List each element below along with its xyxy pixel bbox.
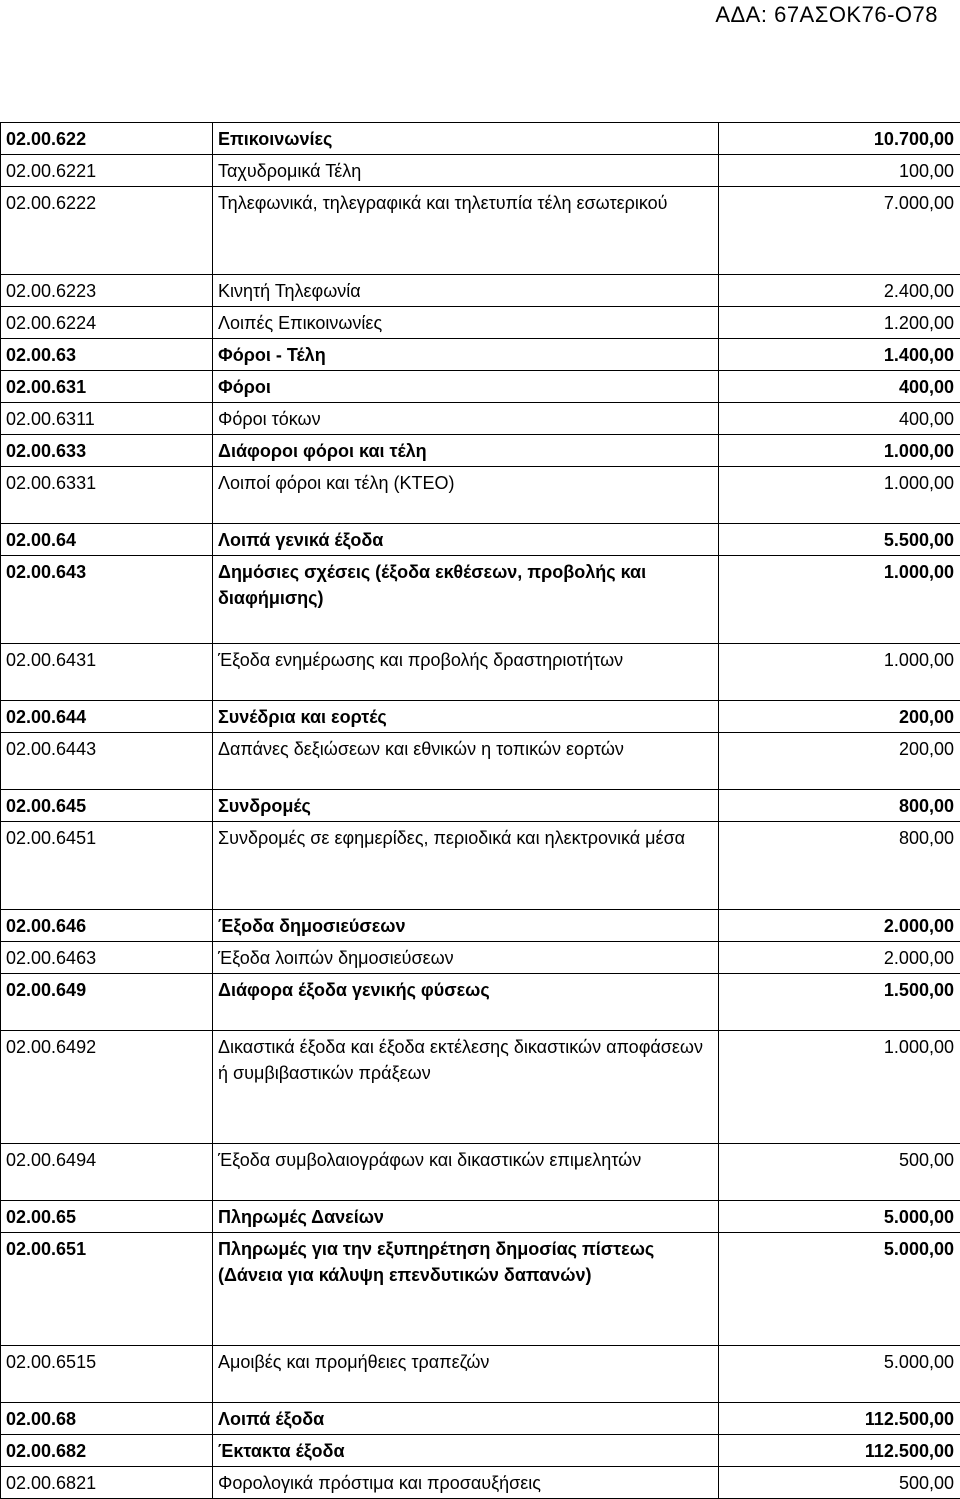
table-row [1, 1467, 960, 1499]
account-amount: 800,00 [719, 790, 960, 822]
account-description: Έξοδα δημοσιεύσεων [213, 910, 719, 942]
table-row [1, 1233, 960, 1346]
account-code: 02.00.6431 [1, 644, 213, 701]
account-amount: 2.400,00 [719, 275, 960, 307]
account-code: 02.00.6223 [1, 275, 213, 307]
table-row [1, 155, 960, 187]
account-amount: 5.000,00 [719, 1233, 960, 1346]
account-description: Λοιποί φόροι και τέλη (ΚΤΕΟ) [213, 467, 719, 524]
account-description: Ταχυδρομικά Τέλη [213, 155, 719, 187]
table-row [1, 790, 960, 822]
account-code: 02.00.6443 [1, 733, 213, 790]
account-amount: 1.000,00 [719, 556, 960, 644]
account-amount: 5.500,00 [719, 524, 960, 556]
account-code: 02.00.6492 [1, 1031, 213, 1144]
account-amount: 500,00 [719, 1467, 960, 1499]
account-description: Φορολογικά πρόστιμα και προσαυξήσεις [213, 1467, 719, 1499]
account-description: Τηλεφωνικά, τηλεγραφικά και τηλετυπία τέλη εσωτερικού [213, 187, 719, 275]
table-row [1, 942, 960, 974]
account-description: Έξοδα ενημέρωσης και προβολής δραστηριοτήτων [213, 644, 719, 701]
table-row [1, 403, 960, 435]
account-amount: 2.000,00 [719, 910, 960, 942]
account-amount: 400,00 [719, 371, 960, 403]
account-amount: 5.000,00 [719, 1346, 960, 1403]
table-row [1, 1201, 960, 1233]
account-code: 02.00.643 [1, 556, 213, 644]
account-amount: 1.500,00 [719, 974, 960, 1031]
account-amount: 200,00 [719, 701, 960, 733]
account-code: 02.00.6515 [1, 1346, 213, 1403]
account-description: Κινητή Τηλεφωνία [213, 275, 719, 307]
table-row [1, 339, 960, 371]
account-code: 02.00.65 [1, 1201, 213, 1233]
account-code: 02.00.649 [1, 974, 213, 1031]
table-row [1, 123, 960, 155]
table-row [1, 701, 960, 733]
account-code: 02.00.6494 [1, 1144, 213, 1201]
account-description: Λοιπά γενικά έξοδα [213, 524, 719, 556]
account-amount: 1.000,00 [719, 1031, 960, 1144]
account-amount: 500,00 [719, 1144, 960, 1201]
table-row [1, 910, 960, 942]
account-description: Δαπάνες δεξιώσεων και εθνικών η τοπικών εορτών [213, 733, 719, 790]
account-amount: 112.500,00 [719, 1435, 960, 1467]
account-amount: 800,00 [719, 822, 960, 910]
account-code: 02.00.644 [1, 701, 213, 733]
ada-code: ΑΔΑ: 67ΑΣΟΚ76-Ο78 [715, 2, 938, 28]
account-amount: 200,00 [719, 733, 960, 790]
account-description: Πληρωμές Δανείων [213, 1201, 719, 1233]
table-row [1, 187, 960, 275]
table-row [1, 467, 960, 524]
account-description: Διάφοροι φόροι και τέλη [213, 435, 719, 467]
account-description: Διάφορα έξοδα γενικής φύσεως [213, 974, 719, 1031]
account-amount: 112.500,00 [719, 1403, 960, 1435]
table-row [1, 1346, 960, 1403]
account-description: Συνδρομές [213, 790, 719, 822]
account-code: 02.00.6224 [1, 307, 213, 339]
account-description: Πληρωμές για την εξυπηρέτηση δημοσίας πίστεως (Δάνεια για κάλυψη επενδυτικών δαπανών) [213, 1233, 719, 1346]
account-description: Δικαστικά έξοδα και έξοδα εκτέλεσης δικαστικών αποφάσεων ή συμβιβαστικών πράξεων [213, 1031, 719, 1144]
account-description: Έξοδα λοιπών δημοσιεύσεων [213, 942, 719, 974]
account-description: Φόροι τόκων [213, 403, 719, 435]
table-row [1, 644, 960, 701]
account-amount: 1.200,00 [719, 307, 960, 339]
table-row [1, 307, 960, 339]
table-row [1, 556, 960, 644]
account-amount: 1.400,00 [719, 339, 960, 371]
account-code: 02.00.682 [1, 1435, 213, 1467]
account-amount: 2.000,00 [719, 942, 960, 974]
account-code: 02.00.6221 [1, 155, 213, 187]
account-code: 02.00.633 [1, 435, 213, 467]
table-row [1, 822, 960, 910]
account-description: Έξοδα συμβολαιογράφων και δικαστικών επιμελητών [213, 1144, 719, 1201]
account-code: 02.00.631 [1, 371, 213, 403]
table-row [1, 1031, 960, 1144]
account-description: Δημόσιες σχέσεις (έξοδα εκθέσεων, προβολής και διαφήμισης) [213, 556, 719, 644]
account-amount: 1.000,00 [719, 644, 960, 701]
account-amount: 1.000,00 [719, 467, 960, 524]
account-description: Έκτακτα έξοδα [213, 1435, 719, 1467]
account-amount: 100,00 [719, 155, 960, 187]
table-row [1, 1403, 960, 1435]
account-code: 02.00.68 [1, 1403, 213, 1435]
account-amount: 7.000,00 [719, 187, 960, 275]
account-amount: 5.000,00 [719, 1201, 960, 1233]
account-description: Συνδρομές σε εφημερίδες, περιοδικά και ηλεκτρονικά μέσα [213, 822, 719, 910]
table-row [1, 524, 960, 556]
account-code: 02.00.6821 [1, 1467, 213, 1499]
account-code: 02.00.651 [1, 1233, 213, 1346]
account-description: Φόροι - Τέλη [213, 339, 719, 371]
account-code: 02.00.6463 [1, 942, 213, 974]
account-code: 02.00.64 [1, 524, 213, 556]
table-row [1, 275, 960, 307]
table-row [1, 371, 960, 403]
table-row [1, 435, 960, 467]
account-description: Επικοινωνίες [213, 123, 719, 155]
account-code: 02.00.6451 [1, 822, 213, 910]
account-description: Συνέδρια και εορτές [213, 701, 719, 733]
account-amount: 400,00 [719, 403, 960, 435]
table-row [1, 1144, 960, 1201]
account-code: 02.00.622 [1, 123, 213, 155]
budget-table [0, 122, 960, 1499]
account-description: Φόροι [213, 371, 719, 403]
account-description: Λοιπά έξοδα [213, 1403, 719, 1435]
table-row [1, 1435, 960, 1467]
account-description: Αμοιβές και προμήθειες τραπεζών [213, 1346, 719, 1403]
account-code: 02.00.63 [1, 339, 213, 371]
account-amount: 1.000,00 [719, 435, 960, 467]
account-code: 02.00.6222 [1, 187, 213, 275]
account-code: 02.00.646 [1, 910, 213, 942]
table-row [1, 974, 960, 1031]
account-amount: 10.700,00 [719, 123, 960, 155]
account-code: 02.00.6331 [1, 467, 213, 524]
table-row [1, 733, 960, 790]
account-code: 02.00.645 [1, 790, 213, 822]
account-code: 02.00.6311 [1, 403, 213, 435]
account-description: Λοιπές Επικοινωνίες [213, 307, 719, 339]
